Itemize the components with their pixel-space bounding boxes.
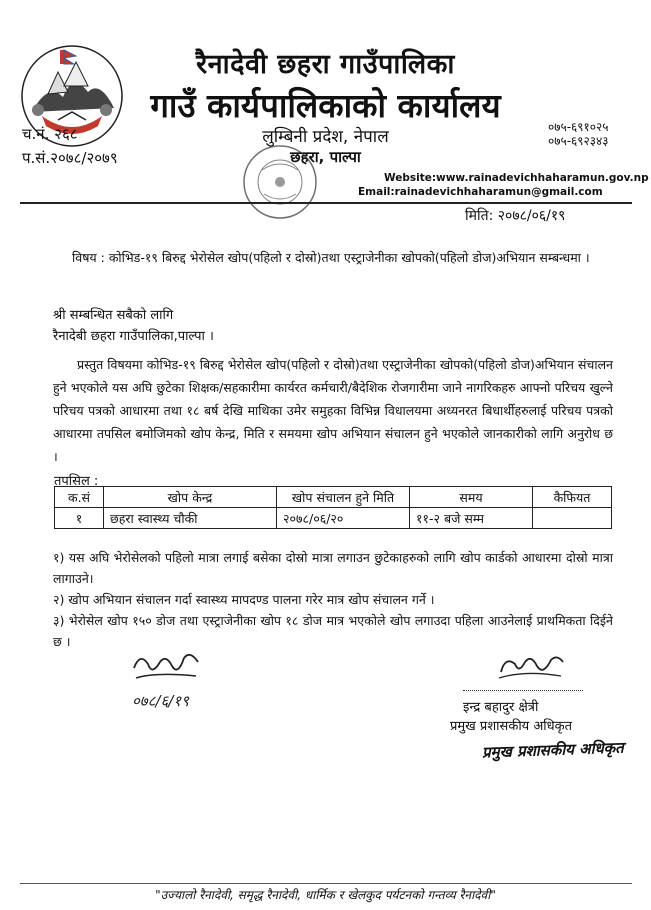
cell-center: छहरा स्वास्थ्य चौकी [104,508,277,529]
letter-body: प्रस्तुत विषयमा कोभिड-१९ बिरुद्द भेरोसेल खोप(पहिलो र दोस्रो)तथा एस्ट्राजेनीका खोपको(पहिलो डोज)अभियान संचालन हुने भएकोले यस अघि छुटेका शिक्षक/सहकारीमा कार्यरत कर्मचारी/बैदेशिक रोजगारीमा जाने नागरिकहरु आफ्नो परिचय खुल्ने परिचय पत्रको आधारमा तथा १८ बर्ष देखि माथिका उमेर समुहका विभिन्न विधालयमा अध्यनरत बिधार्थीहरुलाई परिचय पत्रको आधारमा तपसिल बमोजिमको खोप केन्द्र, मिति र समयमा खोप अभियान संचालन हुने भएकोले जानकारीको लागि अनुरोध छ । [53,357,613,464]
note-item: २) खोप अभियान संचालन गर्दा स्वास्थ्य मापदण्ड पालना गरेर मात्र खोप संचालन गर्ने । [53,592,435,607]
phone-number-1: ०७५-६९१०२५ [548,120,609,134]
col-serial: क.सं [55,487,104,508]
officer-signature-icon [495,650,567,684]
post-stamp: प्रमुख प्रशासकीय अधिकृत [481,738,625,762]
col-date: खोप संचालन हुने मिति [277,487,410,508]
notes-list [53,547,613,652]
table-row [55,508,612,529]
note-item: १) यस अघि भेरोसेलको पहिलो मात्रा लगाई बसेका दोस्रो मात्रा लगाउन छुटेकाहरुको लागि खोप कार्डको आधारमा दोस्रो मात्रा लागाउने। [53,550,613,586]
addressee-line-1: श्री सम्बन्धित सबैको लागि [53,308,174,323]
cell-date: २०७८/०६/२० [277,508,410,529]
vaccination-schedule-table [54,486,612,529]
district-line: छहरा, पाल्पा [290,148,361,166]
website-url: Website:www.rainadevichhaharamun.gov.np [384,172,649,184]
header-divider [20,202,632,204]
footer-divider [20,883,632,884]
cell-time: ११-२ बजे सम्म [410,508,533,529]
signatory-name: इन्द्र बहादुर क्षेत्री [463,700,539,715]
letter-subject: विषय : कोभिड-१९ बिरुद्द भेरोसेल खोप(पहिलो र दोस्रो)तथा एस्ट्राजेनीका खोपको(पहिलो डोज)अभियान सम्बन्धमा । [72,250,590,265]
signature-date: ०७८/६/१९ [132,692,189,710]
province-line: लुम्बिनी प्रदेश, नेपाल [262,127,389,147]
reference-number: च.नं. २६८ [22,125,78,143]
office-name: गाउँ कार्यपालिकाको कार्यालय [150,86,501,125]
cell-serial: १ [55,508,104,529]
signatory-post: प्रमुख प्रशासकीय अधिकृत [450,719,573,734]
col-remarks: कैफियत [533,487,612,508]
col-center: खोप केन्द्र [104,487,277,508]
municipality-name: रैनादेवी छहरा गाउँपालिका [196,49,455,80]
addressee-line-2: रैनादेबी छहरा गाउँपालिका,पाल्पा । [53,329,214,344]
fiscal-year: प.सं.२०७८/२०७९ [22,149,118,167]
phone-number-2: ०७५-६९२३४३ [548,134,609,148]
cell-remarks [533,508,612,529]
letter-date: मिति: २०७८/०६/१९ [465,208,566,224]
email-address: Email:rainadevichhaharamun@gmail.com [358,186,603,198]
schedule-label: तपसिल : [54,474,99,489]
handwritten-signature-icon [126,648,208,722]
office-seal-icon [240,140,320,222]
note-item: ३) भेरोसेल खोप १५० डोज तथा एस्ट्राजेनीका खोप १८ डोज मात्र भएकोले खोप लगाउदा पहिला आउनेलाई प्राथमिकता दिईने छ । [53,613,613,649]
col-time: समय [410,487,533,508]
table-header-row [55,487,612,508]
signature-line [463,690,583,691]
footer-slogan: "उज्यालो रैनादेवी, समृद्ध रैनादेवी, धार्मिक र खेलकुद पर्यटनको गन्तव्य रैनादेवी" [155,888,496,902]
